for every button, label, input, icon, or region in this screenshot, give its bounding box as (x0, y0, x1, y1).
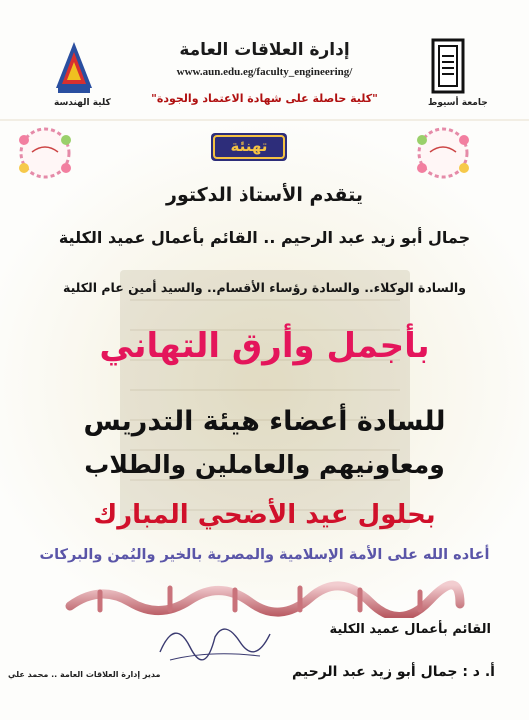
right-floral-frame (412, 122, 474, 184)
eid-line: بحلول عيد الأضحي المبارك (93, 500, 436, 530)
header-title: إدارة العلاقات العامة (179, 40, 350, 60)
blessing-line: أعاده الله على الأمة الإسلامية والمصرية بالخير واليُمن والبركات (39, 547, 490, 563)
assistants-line: ومعاونيهم والعاملين والطلاب (84, 450, 445, 479)
tahnia-label: تهنئة (230, 137, 268, 155)
header-url: www.aun.edu.eg/faculty_engineering/ (176, 66, 353, 78)
accreditation-note: "كلية حاصلة على شهادة الاعتماد والجودة" (151, 92, 378, 105)
congrats-heading: بأجمل وأرق التهاني (99, 326, 430, 366)
dean-line: جمال أبو زيد عبد الرحيم .. القائم بأعمال عميد الكلية (58, 228, 471, 247)
tahnia-badge (210, 132, 288, 162)
left-floral-frame (14, 122, 76, 184)
staff-line: للسادة أعضاء هيئة التدريس (83, 406, 446, 437)
university-logo-caption: جامعة أسيوط (428, 98, 488, 108)
intro-line: يتقدم الأستاذ الدكتور (166, 184, 363, 206)
pr-manager-note: مدير إدارة العلاقات العامة .. محمد علي (8, 670, 161, 679)
signer-name: أ. د : جمال أبو زيد عبد الرحيم (291, 664, 495, 680)
engineering-logo-caption: كلية الهندسة (54, 98, 111, 108)
handwritten-signature (150, 612, 280, 672)
signer-role: القائم بأعمال عميد الكلية (329, 622, 491, 637)
vice-deans-line: والسادة الوكلاء.. والسادة رؤساء الأقسام.. والسيد أمين عام الكلية (63, 280, 466, 295)
